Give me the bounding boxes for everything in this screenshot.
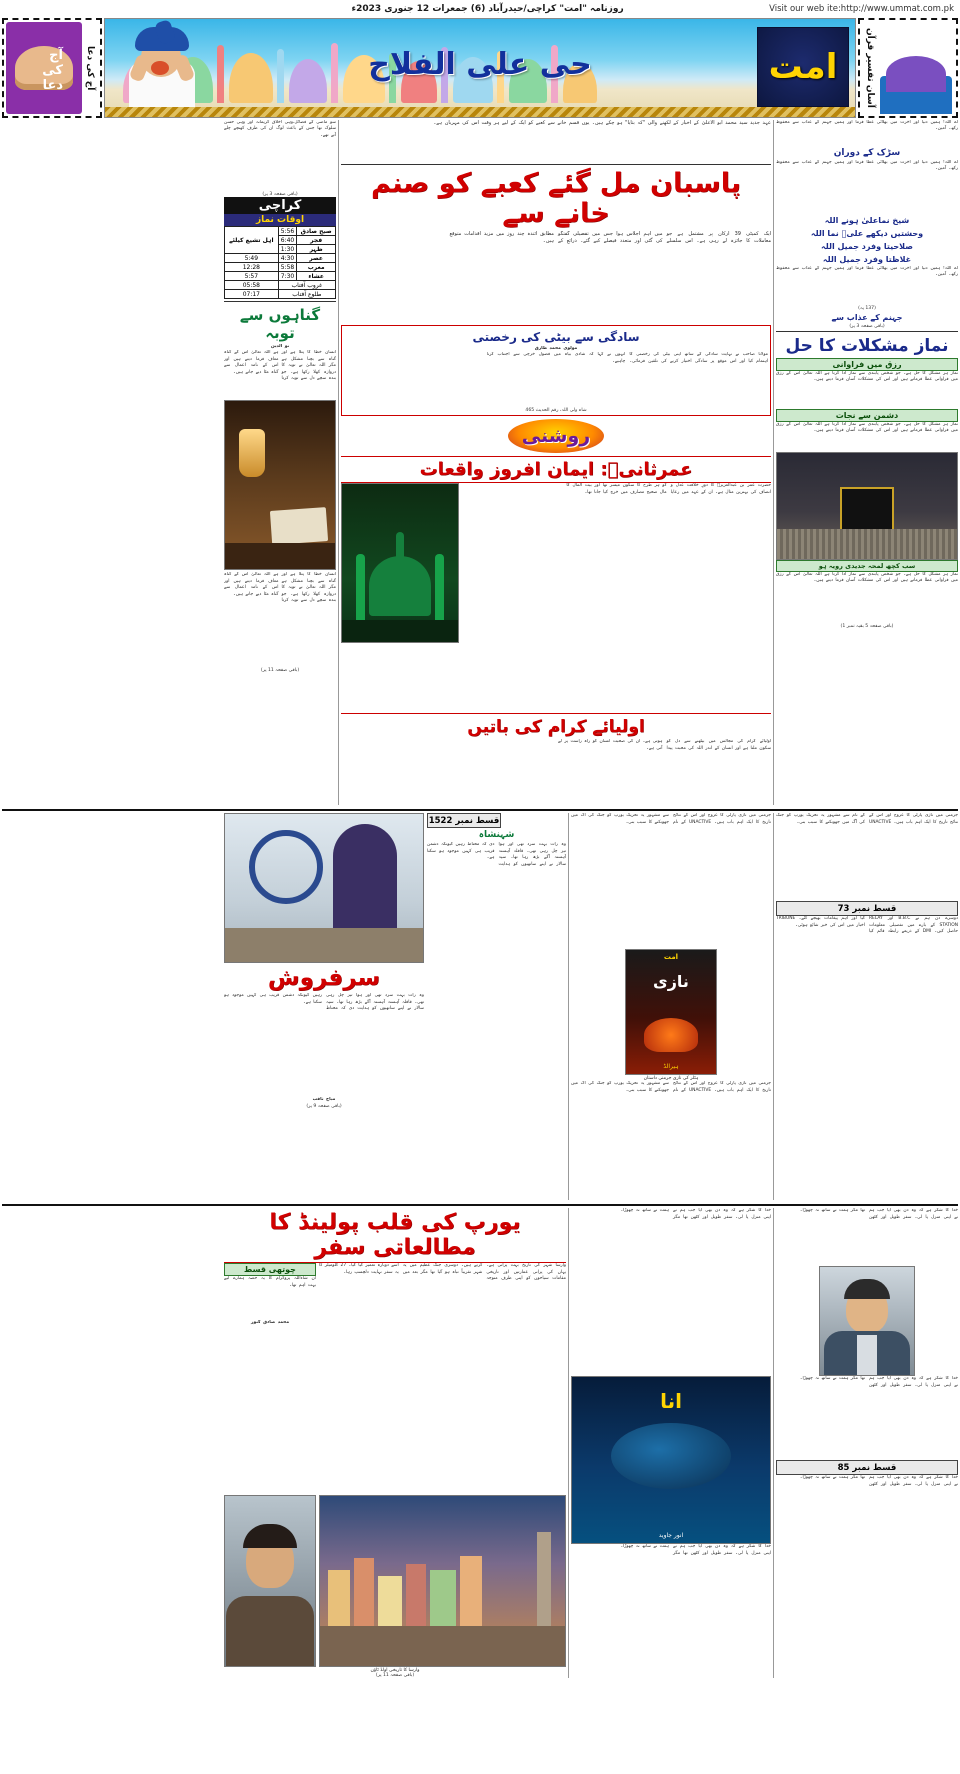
poland-column <box>224 1208 566 1678</box>
sarfarosh-continued: (باقی صفحہ 9 پر) <box>306 1103 342 1109</box>
ana-column <box>571 1208 771 1678</box>
sun-time: 05:58 <box>225 281 279 290</box>
dua-badge-title: آج کی دعا <box>85 45 95 91</box>
nimaz-sub-3: سب کچھ لمحہ جدیدی رویہ ہو <box>776 560 958 572</box>
sun-time: 07:17 <box>225 290 279 299</box>
poland-author-portrait <box>224 1495 316 1667</box>
nimaz-body-2: نماز ہر مشکل کا حل ہے۔ جو شخص پابندی سے نماز ادا کرتا ہے اللہ تعالیٰ اس کے رزق میں فراوانی عطا فرماتے ہیں اور اس کی مشکلات آسان فرما دیتے ہیں۔ <box>776 422 958 434</box>
sarfarosh-body-2: وہ رات بہت سرد تھی اور ہوا تیز چل رہی تھی۔ قافلہ آہستہ آہستہ آگے بڑھ رہا تھا۔ سپہ سالار نے اپنے ساتھیوں کو ہدایت دی کہ محتاط رہیں کیونکہ دشمن قریب ہی کہیں موجود ہو سکتا ہے۔ <box>224 993 424 1012</box>
quran-badge <box>858 18 958 118</box>
prayer-name: صبح صادق <box>297 227 336 236</box>
umar-sani-body: حضرت عمر بن عبدالعزیزؒ کا دورِ خلافت عدل و انصاف کی بہترین مثال ہے۔ ان کے عہد میں رعایا کو ہر طرح کا سکون میسر تھا اور بیت المال کا مال صحیح مصارف میں خرچ کیا جاتا تھا۔ <box>566 483 771 495</box>
sarfarosh-sub: شہنشاہ <box>478 830 515 841</box>
website-url[interactable]: Visit our web ite:http://www.ummat.com.pk <box>769 4 954 14</box>
kaaba-photo <box>776 452 958 560</box>
banner-slogan: حی علی الفلاح <box>368 47 592 82</box>
prayer-time: 6:40 <box>278 236 297 245</box>
right-body-1: اے اللہ! ہمیں دنیا اور آخرت میں بھلائی عطا فرما اور ہمیں جہنم کے عذاب سے محفوظ رکھ۔ آمین۔ <box>776 160 958 172</box>
prayer-time: 4:30 <box>278 254 297 263</box>
poland-photo-caption: وارسا کا تاریخی اولڈ ٹاؤن <box>370 1668 420 1674</box>
poland-body: وارسا شہر کی تاریخ بہت پرانی ہے۔ یہاں کی پرانی عمارتیں اور تاریخی مقامات سیاحوں کو اپنی طرف متوجہ کرتے ہیں۔ دوسری جنگ عظیم میں یہ شہر تقریباً تباہ ہو گیا تھا مگر بعد میں اسے دوبارہ تعمیر کیا گیا۔ 27 کلومیٹر کا یہ سفر نہایت دلچسپ رہا۔ <box>319 1263 566 1282</box>
banner-row <box>0 18 960 118</box>
shia-label: اہل تشیع کیلئے <box>225 227 279 254</box>
prayer-name: عشاء <box>297 272 336 281</box>
author-portrait <box>819 1266 915 1376</box>
mosque-icon <box>369 556 431 616</box>
right-heading-2: شیخ نماعلیٰ ہونے اللہ <box>824 216 910 225</box>
roshni-logo-text: روشنی <box>521 425 591 448</box>
qist85-body-1: خدا کا شکر ہے کہ وہ دن بھی آیا جب ہم نے اپنی منزل پا لی۔ سفر طویل اور کٹھن تھا مگر ہمت نے ساتھ نہ چھوڑا۔ <box>799 1376 958 1388</box>
nimaz-sub-1: رزق میں فراوانی <box>776 358 958 371</box>
poland-photo <box>319 1495 566 1667</box>
sadgi-body: مولانا صاحب نے نہایت سادگی کے ساتھ اپنی بیٹی کی رخصتی کا اہتمام کیا اور اس موقع پر سادگی اختیار کرنے کی تلقین فرمائی۔ انہوں نے کہا کہ شادی بیاہ میں فضول خرچی سے اجتناب کرنا چاہیے۔ <box>486 352 768 364</box>
right-heading-4: صلاحیتا وفرد جمیل اللہ <box>821 242 913 251</box>
lead-headline: پاسبان مل گئے کعبے کو صنم خانے سے <box>370 168 742 229</box>
prayer-name: عصر <box>297 254 336 263</box>
poland-continued: (باقی صفحہ 11 پر) <box>375 1673 415 1679</box>
center-column <box>341 120 771 805</box>
quran-badge-title: آسان تفسیر قرآن <box>865 28 875 108</box>
lead-body: ایک کمیٹی 39 ارکان پر مشتمل ہے جو معاملات کا جائزہ لے رہی ہے۔ اس سلسلے میں اہم اجلاس ہوا جس میں تفصیلی گفتگو کی گئی اور متعدد فیصلے کیے گئے۔ ذرائع کے مطابق آئندہ چند روز میں مزید اقدامات متوقع ہیں۔ <box>449 231 771 245</box>
top-bar <box>0 0 960 18</box>
sarfarosh-illustration <box>224 813 424 963</box>
left-column <box>224 120 336 805</box>
poland-title: یورپ کی قلب پولینڈ کا مطالعاتی سفر <box>224 1208 566 1263</box>
ashoka-wheel-icon <box>249 830 323 904</box>
table-row <box>225 281 336 290</box>
awliya-title: اولیائے کرام کی باتیں <box>341 713 771 739</box>
sadgi-ref: شاہ ولی اللہ، رقم الحدیث 465 <box>525 408 587 414</box>
verse-ref: (137 پہ) <box>858 306 876 311</box>
prayer-name: فجر <box>297 236 336 245</box>
right-col-intro: اے اللہ! ہمیں دنیا اور آخرت میں بھلائی عطا فرما اور ہمیں جہنم کے عذاب سے محفوظ رکھ۔ آمین۔ <box>776 120 958 132</box>
poland-part-label: چوتھی قسط <box>224 1263 316 1276</box>
left-continued: (باقی صفحہ 3 پر) <box>262 192 298 197</box>
prayer-name: مغرب <box>297 263 336 272</box>
nimaz-title: نماز مشکلات کا حل <box>785 336 949 356</box>
awqat-band: اوقات نماز <box>224 214 336 226</box>
main-content <box>0 118 960 807</box>
sun-name: طلوع آفتاب <box>278 290 335 299</box>
nazi-body-bottom: جرمنی میں نازی پارٹی کا عروج اور اس کے نتائج تاریخ کا ایک اہم باب ہیں۔ UNACTIVE کے نام سے مشہور یہ تحریک یورپ کو جنگ کی آگ میں جھونکنے کا سبب بنی۔ <box>571 1081 771 1093</box>
lead-kicker: عہد جدید سید محمد ابو الاعلیٰ کے اخبار کے لکھنے والی "کہ بتایا" ہو چکے ہیں۔ یوں قسم خانے سے کعبے کو ایک کے لیے ہر وقت اس کی مہربان ہے۔ <box>433 120 771 126</box>
tauba-body-2: انسان خطا کا پتلا ہے اور گناہ سے بچنا مشکل ہے مگر اللہ تعالیٰ نے توبہ کا دروازہ کھلا رکھا ہے۔ جو بندہ سچے دل سے توبہ کرتا ہے اللہ تعالیٰ اس کے گناہ معاف فرما دیتے ہیں اور اس کے نامہ اعمال سے گناہ مٹا دیے جاتے ہیں۔ <box>224 572 336 604</box>
qist85-column <box>776 1208 958 1678</box>
right-body-2: اے اللہ! ہمیں دنیا اور آخرت میں بھلائی عطا فرما اور ہمیں جہنم کے عذاب سے محفوظ رکھ۔ آمین۔ <box>776 266 958 278</box>
prayer-times-table <box>224 226 336 299</box>
ana-body-top: خدا کا شکر ہے کہ وہ دن بھی آیا جب ہم نے اپنی منزل پا لی۔ سفر طویل اور کٹھن تھا مگر ہمت نے ساتھ نہ چھوڑا۔ <box>620 1208 771 1220</box>
prayer-time: 1:30 <box>278 245 297 254</box>
table-row <box>225 254 336 263</box>
nazi-column <box>571 813 771 1200</box>
ana-title: انا <box>660 1389 682 1414</box>
qist85-badge: قسط نمبر 85 <box>776 1460 958 1475</box>
qist73-intro: جرمنی میں نازی پارٹی کا عروج اور اس کے نتائج تاریخ کا ایک اہم باب ہیں۔ UNACTIVE کے نام سے مشہور یہ تحریک یورپ کو جنگ کی آگ میں جھونکنے کا سبب بنی۔ <box>776 813 958 825</box>
table-row <box>225 263 336 272</box>
umar-sani-title: عمرثانیؒ: ایمان افروز واقعات <box>341 456 771 483</box>
qist73-badge: قسط نمبر 73 <box>776 901 958 916</box>
ana-body-bottom: خدا کا شکر ہے کہ وہ دن بھی آیا جب ہم نے اپنی منزل پا لی۔ سفر طویل اور کٹھن تھا مگر ہمت نے ساتھ نہ چھوڑا۔ <box>620 1544 771 1556</box>
city-band: کراچی <box>224 197 336 214</box>
qist73-body: دوسرے دن ہم نے B.B.C اور RELAY STATION کے بارے میں تفصیلی معلومات حاصل کیں۔ DMI کے ذریعے رابطہ قائم کیا گیا اور اہم پیغامات بھیجے گئے۔ TRIBUNE اخبار میں اس کی خبر شائع ہوئی۔ <box>776 916 958 935</box>
shia-time: 5:49 <box>225 254 279 263</box>
qist85-intro: خدا کا شکر ہے کہ وہ دن بھی آیا جب ہم نے اپنی منزل پا لی۔ سفر طویل اور کٹھن تھا مگر ہمت نے ساتھ نہ چھوڑا۔ <box>799 1208 958 1220</box>
table-row <box>225 227 336 236</box>
nazi-cover-brand: امت <box>663 953 679 962</box>
right-heading-1: سڑک کے دوران <box>833 148 901 158</box>
ummat-logo[interactable] <box>757 27 849 107</box>
poland-author: محمد صادق کنور <box>250 1320 290 1326</box>
right-heading-5: غلاظتا وفرد جمیل اللہ <box>822 255 912 264</box>
nimaz-body-1: نماز ہر مشکل کا حل ہے۔ جو شخص پابندی سے نماز ادا کرتا ہے اللہ تعالیٰ اس کے رزق میں فراوانی عطا فرماتے ہیں اور اس کی مشکلات آسان فرما دیتے ہیں۔ <box>776 371 958 383</box>
globe-photo <box>571 1376 771 1544</box>
right-continued-1: (باقی صفحہ 3 پر) <box>849 324 885 329</box>
tauba-title: گناہوں سے توبہ <box>239 306 321 342</box>
nimaz-continued: (باقی صفحہ 5 بقیہ نمبر 1) <box>840 624 894 629</box>
shia-time: 5:57 <box>225 272 279 281</box>
qist85-body-2: خدا کا شکر ہے کہ وہ دن بھی آیا جب ہم نے اپنی منزل پا لی۔ سفر طویل اور کٹھن تھا مگر ہمت نے ساتھ نہ چھوڑا۔ <box>799 1475 958 1487</box>
globe-icon <box>611 1423 731 1489</box>
right-column <box>776 120 958 805</box>
lamp-book-photo <box>224 400 336 570</box>
roshni-logo <box>341 416 771 456</box>
awliya-body: اولیائے کرام کی مجالس میں بیٹھنے سے دل کو سکون ملتا ہے اور انسان کے اندر اللہ کی محبت پیدا ہوتی ہے۔ ان کی صحبت انسان کو راہ راست پر لے آتی ہے۔ <box>558 739 771 751</box>
nazi-caption: ہٹلر کی نازی جرمنی داستان <box>643 1076 699 1082</box>
banner <box>104 18 856 118</box>
dua-label: آج کی دعا <box>42 48 63 93</box>
table-row <box>225 272 336 281</box>
prayer-name: ظہر <box>297 245 336 254</box>
sarfarosh-qist-badge: قسط نمبر 1522 <box>427 813 501 828</box>
sarfarosh-author: مباح ثاقب <box>312 1097 336 1103</box>
ummat-logo-text: امت <box>768 47 838 87</box>
tauba-continued: (باقی صفحہ 11 پر) <box>260 668 300 674</box>
prayer-time: 7:30 <box>278 272 297 281</box>
sadgi-box <box>341 325 771 416</box>
nazi-cover-title: نازی <box>653 972 689 992</box>
masjid-nabawi-photo <box>341 483 459 643</box>
nazi-cover-author: ہیرالڈ <box>663 1063 679 1071</box>
town-crier-illustration <box>115 21 210 117</box>
left-intro: سو ماضی کے فضائل،وہی اخلاق کریمانہ اور وہی حسن سلوک تھا جس کے باعث لوگ ان کی طرف کھنچے چلے آتے تھے۔ <box>224 120 336 138</box>
nimaz-body-3: نماز ہر مشکل کا حل ہے۔ جو شخص پابندی سے نماز ادا کرتا ہے اللہ تعالیٰ اس کے رزق میں فراوانی عطا فرماتے ہیں اور اس کی مشکلات آسان فرما دیتے ہیں۔ <box>776 572 958 584</box>
tauba-body: انسان خطا کا پتلا ہے اور گناہ سے بچنا مشکل ہے مگر اللہ تعالیٰ نے توبہ کا دروازہ کھلا رکھا ہے۔ جو بندہ سچے دل سے توبہ کرتا ہے اللہ تعالیٰ اس کے گناہ معاف فرما دیتے ہیں اور اس کے نامہ اعمال سے گناہ مٹا دیے جاتے ہیں۔ <box>224 350 336 382</box>
table-row <box>225 290 336 299</box>
sadgi-author: مولوی محمد طارق <box>534 346 578 351</box>
nazi-body-top: جرمنی میں نازی پارٹی کا عروج اور اس کے نتائج تاریخ کا ایک اہم باب ہیں۔ UNACTIVE کے نام سے مشہور یہ تحریک یورپ کو جنگ کی آگ میں جھونکنے کا سبب بنی۔ <box>571 813 771 825</box>
dua-badge <box>2 18 102 118</box>
sarfarosh-title: سرفروش <box>267 965 381 992</box>
tauba-author: نو الدین <box>270 344 290 349</box>
bottom-band <box>0 1208 960 1680</box>
sun-name: غروب آفتاب <box>278 281 335 290</box>
lamp-icon <box>239 429 265 477</box>
prayer-time: 5:56 <box>278 227 297 236</box>
serials-band <box>0 813 960 1202</box>
ana-author: انور جاوید <box>658 1532 684 1540</box>
qist73-column <box>776 813 958 1200</box>
masthead-line: روزنامہ "امت" کراچی/حیدرآباد (6) جمعرات 12 جنوری 2023ء <box>351 4 624 14</box>
prayer-time: 5:58 <box>278 263 297 272</box>
right-heading-6: جہنم کے عذاب سے <box>831 313 903 322</box>
right-heading-3: وحشتیں دیکھے علیؓ نما اللہ <box>810 229 924 238</box>
nazi-book-cover <box>625 949 717 1075</box>
poland-intro: ان شاءاللہ پروگرام کا یہ حصہ ہمارے لیے بہت اہم تھا۔ <box>224 1276 316 1288</box>
sarfarosh-column <box>224 813 566 1200</box>
sadgi-title: سادگی سے بیٹی کی رخصتی <box>472 330 640 344</box>
prayer-times-body <box>225 227 336 299</box>
shia-time: 12:28 <box>225 263 279 272</box>
nimaz-sub-2: دشمن سے نجات <box>776 409 958 422</box>
sarfarosh-body-1: وہ رات بہت سرد تھی اور ہوا تیز چل رہی تھی۔ قافلہ آہستہ آہستہ آگے بڑھ رہا تھا۔ سپہ سالار نے اپنے ساتھیوں کو ہدایت دی کہ محتاط رہیں کیونکہ دشمن قریب ہی کہیں موجود ہو سکتا ہے۔ <box>427 842 566 867</box>
